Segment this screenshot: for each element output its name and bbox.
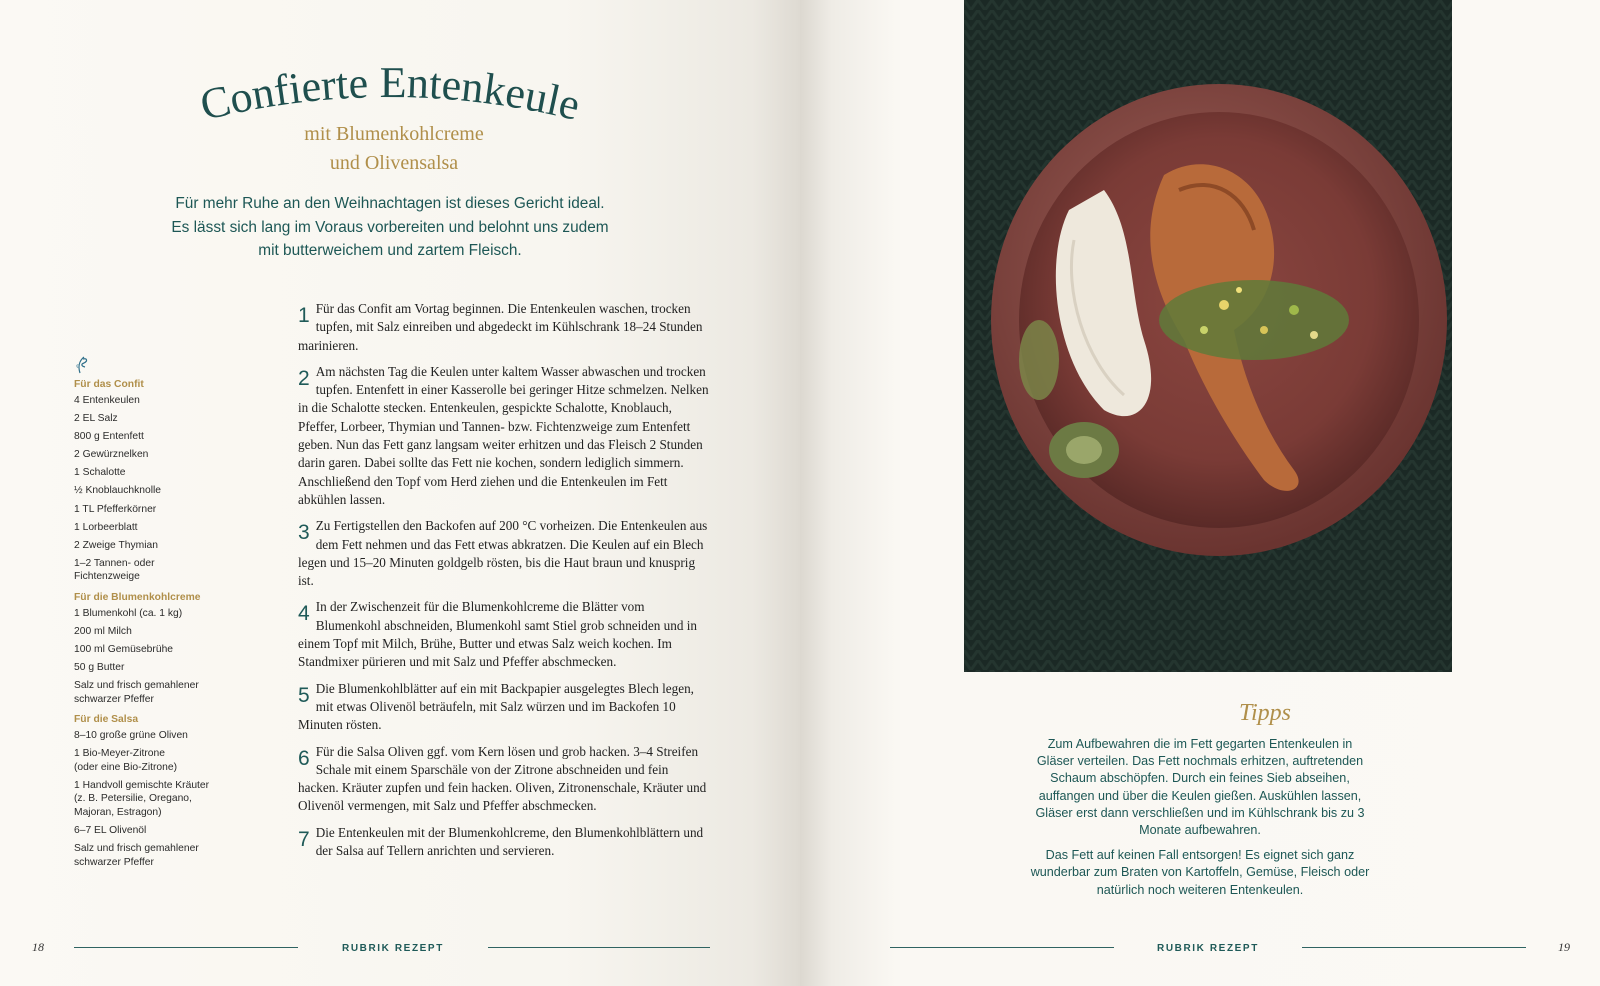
- intro-line: Für mehr Ruhe an den Weihnachtagen ist dieses Gericht ideal.: [175, 195, 605, 212]
- page-number-right: 19: [1558, 940, 1570, 954]
- footer-rule: [488, 947, 710, 948]
- step-text: Die Blumenkohlblätter auf ein mit Backpapier ausgelegtes Blech legen, mit etwas Olivenöl beträufeln, mit Salz würzen und im Backofen 10 Minuten rösten.: [298, 680, 694, 733]
- step-number: 4: [298, 602, 310, 626]
- step-number: 5: [298, 683, 310, 707]
- ingredient-item: 4 Entenkeulen: [74, 395, 140, 406]
- method-step: [298, 363, 710, 509]
- ingredient-item: 1 Blumenkohl (ca. 1 kg): [74, 607, 183, 619]
- step-text: In der Zwischenzeit für die Blumenkohlcreme die Blätter vom Blumenkohl abschneiden, Blumenkohl samt Stiel grob schneiden und in einem Topf mit Milch, Brühe, Butter und etwas Salz weich kochen. Im Standmixer pürieren und mit Salz und Pfeffer abschmecken.: [298, 599, 697, 670]
- section-label-right: RUBRIK REZEPT: [1157, 943, 1259, 954]
- intro-line: mit butterweichem und zartem Fleisch.: [258, 242, 522, 259]
- method-steps: [298, 300, 710, 868]
- ingredient-group-heading: Für die Salsa: [74, 714, 139, 726]
- ingredient-item: 800 g Entenfett: [74, 431, 144, 443]
- ingredient-item: 6–7 EL Olivenöl: [74, 825, 147, 836]
- ingredient-item: 1–2 Tannen- oder Fichtenzweige: [74, 557, 155, 583]
- ingredient-item: 100 ml Gemüsebrühe: [74, 644, 174, 656]
- step-text: Die Entenkeulen mit der Blumenkohlcreme, den Blumenkohlblättern und der Salsa auf Tellern anrichten und servieren.: [315, 824, 704, 859]
- olive-salsa: [1159, 280, 1349, 360]
- step-text: Am nächsten Tag die Keulen unter kaltem Wasser abwaschen und trocken tupfen. Entenfett in einer Kasserolle bei geringer Hitze schmelzen. Nelken in die Schalotte stecken. Entenkeulen, gespickte Schalotte, Knoblauch, Pfeffer, Lorbeer, Thymian und Tannen- bzw. Fichtenzweige zum Entenfett geben. Nun das Fett ganz langsam weiter erhitzen und das Fleisch 2 Stunden darin garen. Dabei sollte das Fett nie kochen, sondern lediglich simmern. Anschließend den Topf vom Herd ziehen und die Entenkeulen im Fett abkühlen lassen.: [298, 363, 709, 507]
- ingredients-list: [74, 355, 244, 874]
- ingredient-item: Salz und frisch gemahlener schwarzer Pfeffer: [74, 680, 199, 705]
- ingredient-item: 200 ml Milch: [74, 625, 132, 637]
- title-text: Confierte Entenkeule: [195, 62, 585, 130]
- page-number-left: 18: [32, 940, 44, 954]
- recipe-intro: [120, 192, 660, 263]
- tips-paragraph: Das Fett auf keinen Fall entsorgen! Es eignet sich ganz wunderbar zum Braten von Kartoffeln, Gemüse, Fleisch oder natürlich noch weiteren Entenkeulen.: [1030, 848, 1370, 897]
- recipe-subtitle: [194, 120, 594, 178]
- step-number: 6: [298, 746, 310, 770]
- footer-rule: [74, 947, 298, 948]
- dish-photo: [964, 0, 1452, 672]
- step-number: 7: [298, 827, 310, 851]
- ingredient-item: 1 Bio-Meyer-Zitrone (oder eine Bio-Zitrone): [74, 748, 178, 773]
- ingredient-group-heading: Für das Confit: [74, 379, 144, 390]
- method-step: [298, 517, 710, 590]
- subtitle-line-2: und Olivensalsa: [329, 152, 459, 174]
- ingredient-item: 1 Lorbeerblatt: [74, 521, 138, 533]
- step-number: 3: [298, 521, 310, 545]
- ingredient-item: 2 Gewürznelken: [74, 449, 149, 461]
- method-step: [298, 743, 710, 816]
- method-step: [298, 300, 710, 355]
- tips-paragraph: Zum Aufbewahren die im Fett gegarten Entenkeulen in Gläser verteilen. Das Fett nochmals erhitzen, auftretenden Schaum abschöpfen. Durch ein feines Sieb abseihen, auffangen und über die Keulen gießen. Auskühlen lassen, Gläser erst dann verschließen und im Kühlschrank bis zu 3 Monate aufbewahren.: [1035, 737, 1365, 838]
- step-number: 1: [298, 304, 310, 327]
- step-text: Für das Confit am Vortag beginnen. Die Entenkeulen waschen, trocken tupfen, mit Salz einreiben und abgedeckt im Kühlschrank 18–24 Stunden marinieren.: [298, 301, 703, 353]
- method-step: [298, 680, 710, 735]
- footer-rule: [1302, 947, 1526, 948]
- herb-icon: [74, 355, 90, 375]
- method-step: [298, 598, 710, 671]
- ingredient-groups: [74, 379, 244, 869]
- method-step: [298, 824, 710, 861]
- subtitle-line-1: mit Blumenkohlcreme: [304, 123, 484, 145]
- ingredient-item: 1 Handvoll gemischte Kräuter (z. B. Petersilie, Oregano, Majoran, Estragon): [74, 779, 210, 818]
- section-label-left: RUBRIK REZEPT: [342, 943, 444, 954]
- ingredient-item: 1 Schalotte: [74, 467, 126, 479]
- ingredient-item: 2 EL Salz: [74, 413, 118, 425]
- ingredient-item: Salz und frisch gemahlener schwarzer Pfeffer: [74, 843, 199, 868]
- ingredient-item: 1 TL Pfefferkörner: [74, 503, 157, 515]
- tips-title: Tipps: [1238, 700, 1292, 726]
- ingredient-item: 2 Zweige Thymian: [74, 539, 158, 551]
- ingredient-item: 8–10 große grüne Oliven: [74, 730, 188, 742]
- ingredient-item: 50 g Butter: [74, 662, 125, 674]
- ingredient-item: ½ Knoblauchknolle: [74, 485, 162, 497]
- step-text: Zu Fertigstellen den Backofen auf 200 °C vorheizen. Die Entenkeulen aus dem Fett nehmen und das Fett etwas abkratzen. Die Keulen auf ein Blech legen und 15–20 Minuten goldgelb rösten, bis die Haut braun und knusprig ist.: [298, 518, 708, 589]
- tips-body: [1030, 736, 1370, 907]
- step-number: 2: [298, 366, 310, 390]
- step-text: Für die Salsa Oliven ggf. vom Kern lösen und grob hacken. 3–4 Streifen Schale mit einem Sparschäle von der Zitrone abschneiden und fein hacken. Kräuter zupfen und fein hacken. Oliven, Zitronenschale, Kräuter und Olivenöl vermengen, mit Salz und Pfeffer abschmecken.: [298, 743, 707, 814]
- footer-rule: [890, 947, 1114, 948]
- ingredient-group-heading: Für die Blumenkohlcreme: [74, 591, 201, 603]
- intro-line: Es lässt sich lang im Voraus vorbereiten und belohnt uns zudem: [171, 218, 609, 236]
